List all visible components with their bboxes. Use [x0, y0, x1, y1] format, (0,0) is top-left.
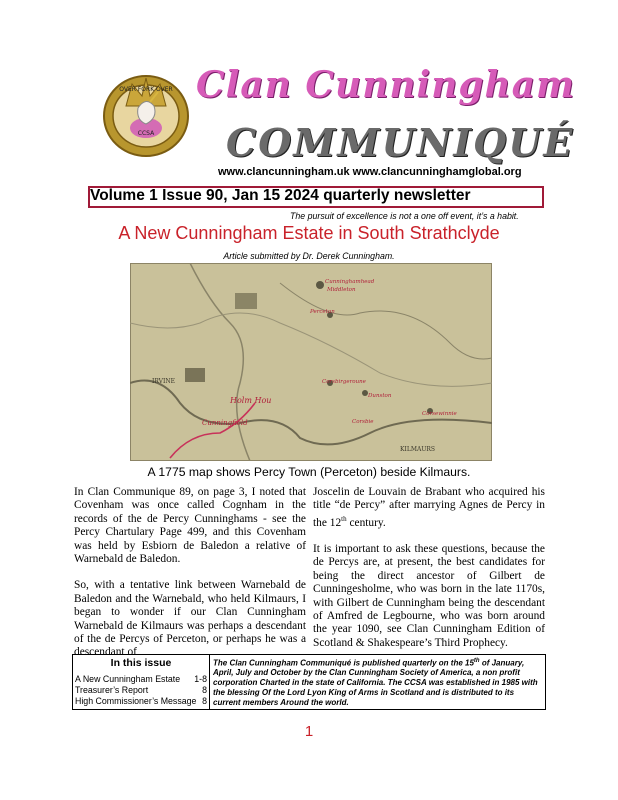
- clan-crest-logo: [98, 66, 194, 162]
- map-label-middleton: Middleton: [327, 287, 356, 293]
- website-links[interactable]: www.clancunningham.uk www.clancunninghamglobal.org: [218, 166, 522, 178]
- map-caption: A 1775 map shows Percy Town (Perceton) beside Kilmaurs.: [147, 465, 471, 479]
- paragraph-text: century.: [346, 516, 386, 529]
- paragraph: So, with a tentative link between Warnebald de Baledon and the Warnebald, who held Kilmaurs, I began to wonder if our Clan Cunningham Warnebald de Kilmaurs was perhaps a descendant of the de Percys of Perceton, or perhaps he was a descendant of: [74, 579, 306, 659]
- toc-item-title: Treasurer’s Report: [75, 685, 149, 695]
- toc-item[interactable]: [75, 696, 207, 706]
- map-label-corsbirgeroune: Corsbirgeroune: [322, 379, 366, 385]
- paragraph: [313, 486, 545, 530]
- toc-item-pages: 8: [202, 685, 207, 695]
- map-label-dunston: Dunston: [368, 393, 392, 399]
- page-number: 1: [304, 723, 314, 740]
- volume-issue-line: Volume 1 Issue 90, Jan 15 2024 quarterly newsletter: [90, 187, 471, 204]
- crest-initials: CCSA: [137, 130, 155, 137]
- map-label-cunninghamhead: Cunninghamhead: [325, 279, 375, 285]
- map-label-corsewinnie: Corsewinnie: [422, 411, 457, 417]
- publication-info-text: of January, April, July and October by the Clan Cunningham Society of America, a non profit corporation Charted in the state of California. The CCSA was established in 1985 with the blessing Of the Lord Lyon King of Arms in Scotland and is distributed to its current members Around the world.: [213, 658, 538, 707]
- publication-info-text: The Clan Cunningham Communiqué is published quarterly on the 15: [213, 658, 474, 668]
- map-label-kilmaurs: KILMAURS: [400, 446, 435, 453]
- map-label-perceton: Perceton: [310, 309, 335, 315]
- tagline: The pursuit of excellence is not a one off event, it’s a habit.: [290, 211, 519, 221]
- map-label-holm-hou: Holm Hou: [230, 396, 272, 405]
- toc-item-pages: 1-8: [194, 674, 207, 684]
- article-title: A New Cunningham Estate in South Strathclyde: [118, 223, 500, 243]
- article-column-left: [74, 486, 306, 673]
- publication-info: [213, 657, 543, 708]
- toc-item-pages: 8: [202, 696, 207, 706]
- masthead-subtitle: COMMUNIQUÉ: [226, 120, 575, 165]
- paragraph: In Clan Communique 89, on page 3, I noted that Covenham was once called Cognham in the records of the de Percy Cunninghams - see the Percy Chartulary Page 499, and this Covenham was held by Esbiorn de Baledon a relative of Warnebald de Baledon.: [74, 486, 306, 566]
- superscript: th: [473, 658, 480, 664]
- toc-item[interactable]: [75, 674, 207, 684]
- masthead-title: Clan Cunningham: [196, 64, 576, 106]
- superscript: th: [341, 514, 347, 523]
- map-label-irvine: IRVINE: [152, 378, 176, 385]
- historic-map-image: [130, 263, 492, 461]
- map-label-cunningfield: Cunningfield: [202, 419, 248, 427]
- crest-motto: OVER FORK OVER: [119, 86, 173, 93]
- toc-heading: In this issue: [110, 657, 172, 669]
- article-column-right: [313, 486, 545, 663]
- paragraph-text: Joscelin de Louvain de Brabant who acquired his title “de Percy” after marrying Agnes de Percy in the 12: [313, 486, 545, 529]
- toc-item-title: A New Cunningham Estate: [75, 674, 181, 684]
- toc-item[interactable]: [75, 685, 207, 695]
- paragraph: It is important to ask these questions, because the de Percys are, at present, the best candidates for being the direct ancestor of Gilbert de Cunningesholme, who was born in the late 1170s, with Gilbert de Cunningham being the descendant of Amfred de Legbourne, who was born around the year 1090, see Clan Cunningham Edition of Scotland & Shakespeare’s Third Prophecy.: [313, 543, 545, 649]
- article-byline: Article submitted by Dr. Derek Cunningham.: [223, 251, 395, 261]
- map-label-corsbie: Corsbie: [352, 419, 374, 425]
- toc-item-title: High Commissioner’s Message: [75, 696, 197, 706]
- info-box-divider: [209, 654, 210, 710]
